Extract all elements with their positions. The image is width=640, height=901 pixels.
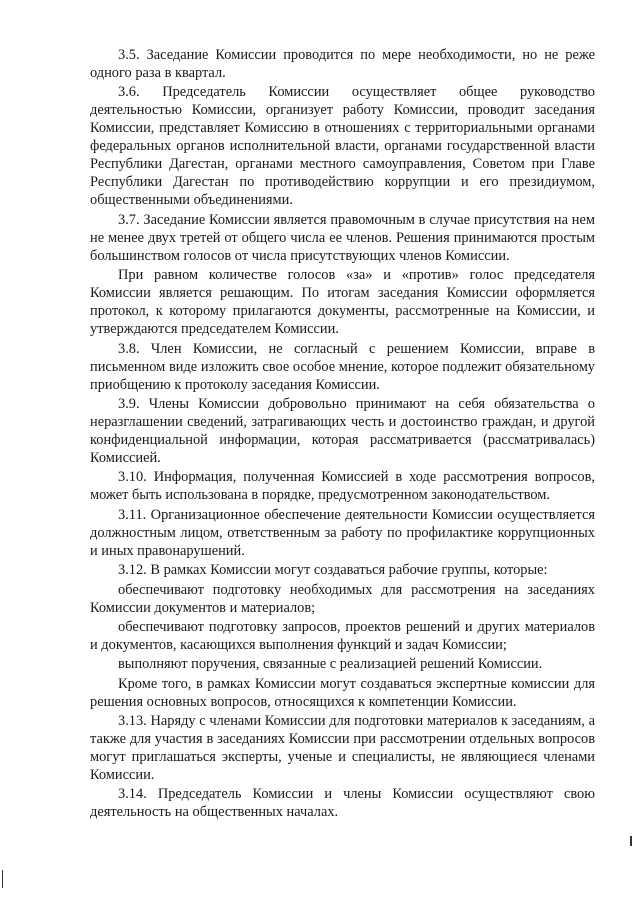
- scan-edge-mark-left: [2, 870, 3, 888]
- paragraph-3-8: 3.8. Член Комиссии, не согласный с решением Комиссии, вправе в письменном виде изложить свое особое мнение, которое подлежит обязательному приобщению к протоколу заседания Комиссии.: [90, 340, 595, 393]
- paragraph-3-12-extra: Кроме того, в рамках Комиссии могут создаваться экспертные комиссии для решения основных вопросов, относящихся к компетенции Комиссии.: [90, 675, 595, 710]
- paragraph-3-12: 3.12. В рамках Комиссии могут создаваться рабочие группы, которые:: [118, 562, 548, 579]
- paragraph-3-9: 3.9. Члены Комиссии добровольно принимают на себя обязательства о неразглашении сведений, затрагивающих честь и достоинство граждан, и другой конфиденциальной информации, которая рассматривается (рассматривалась) Комиссией.: [90, 395, 595, 466]
- paragraph-3-10: 3.10. Информация, полученная Комиссией в ходе рассмотрения вопросов, может быть использована в порядке, предусмотренном законодательством.: [90, 469, 595, 504]
- paragraph-3-12-item-1: обеспечивают подготовку необходимых для рассмотрения на заседаниях Комиссии документов и материалов;: [90, 581, 595, 616]
- paragraph-3-6: 3.6. Председатель Комиссии осуществляет общее руководство деятельностью Комиссии, организует работу Комиссии, проводит заседания Комиссии, представляет Комиссию в отношениях с территориальными органами федеральных органов исполнительной власти, органами государственной власти Республики Дагестан, органами местного самоуправления, Советом при Главе Республики Дагестан по противодействию коррупции и его президиумом, общественными объединениями.: [90, 84, 595, 209]
- paragraph-3-7: 3.7. Заседание Комиссии является правомочным в случае присутствия на нем не менее двух третей от общего числа ее членов. Решения принимаются простым большинством голосов от числа присутствующих членов Комиссии.: [90, 211, 595, 264]
- paragraph-3-5: 3.5. Заседание Комиссии проводится по мере необходимости, но не реже одного раза в квартал.: [90, 47, 595, 81]
- paragraph-3-12-item-3: выполняют поручения, связанные с реализацией решений Комиссии.: [118, 656, 543, 673]
- scan-edge-mark-right: [630, 836, 632, 846]
- paragraph-3-14: 3.14. Председатель Комиссии и члены Комиссии осуществляют свою деятельность на общественных началах.: [90, 786, 595, 821]
- paragraph-3-11: 3.11. Организационное обеспечение деятельности Комиссии осуществляется должностным лицом, ответственным за работу по профилактике коррупционных и иных правонарушений.: [90, 506, 595, 559]
- document-page: [90, 46, 595, 821]
- paragraph-3-12-item-2: обеспечивают подготовку запросов, проектов решений и других материалов и документов, касающихся выполнения функций и задач Комиссии;: [90, 618, 595, 653]
- paragraph-3-13: 3.13. Наряду с членами Комиссии для подготовки материалов к заседаниям, а также для участия в заседаниях Комиссии при рассмотрении отдельных вопросов могут приглашаться эксперты, ученые и специалисты, не являющиеся членами Комиссии.: [90, 713, 595, 784]
- paragraph-3-7-continued: При равном количестве голосов «за» и «против» голос председателя Комиссии является решающим. По итогам заседания Комиссии оформляется протокол, к которому прилагаются документы, рассмотренные на Комиссии, и утверждаются председателем Комиссии.: [90, 267, 595, 338]
